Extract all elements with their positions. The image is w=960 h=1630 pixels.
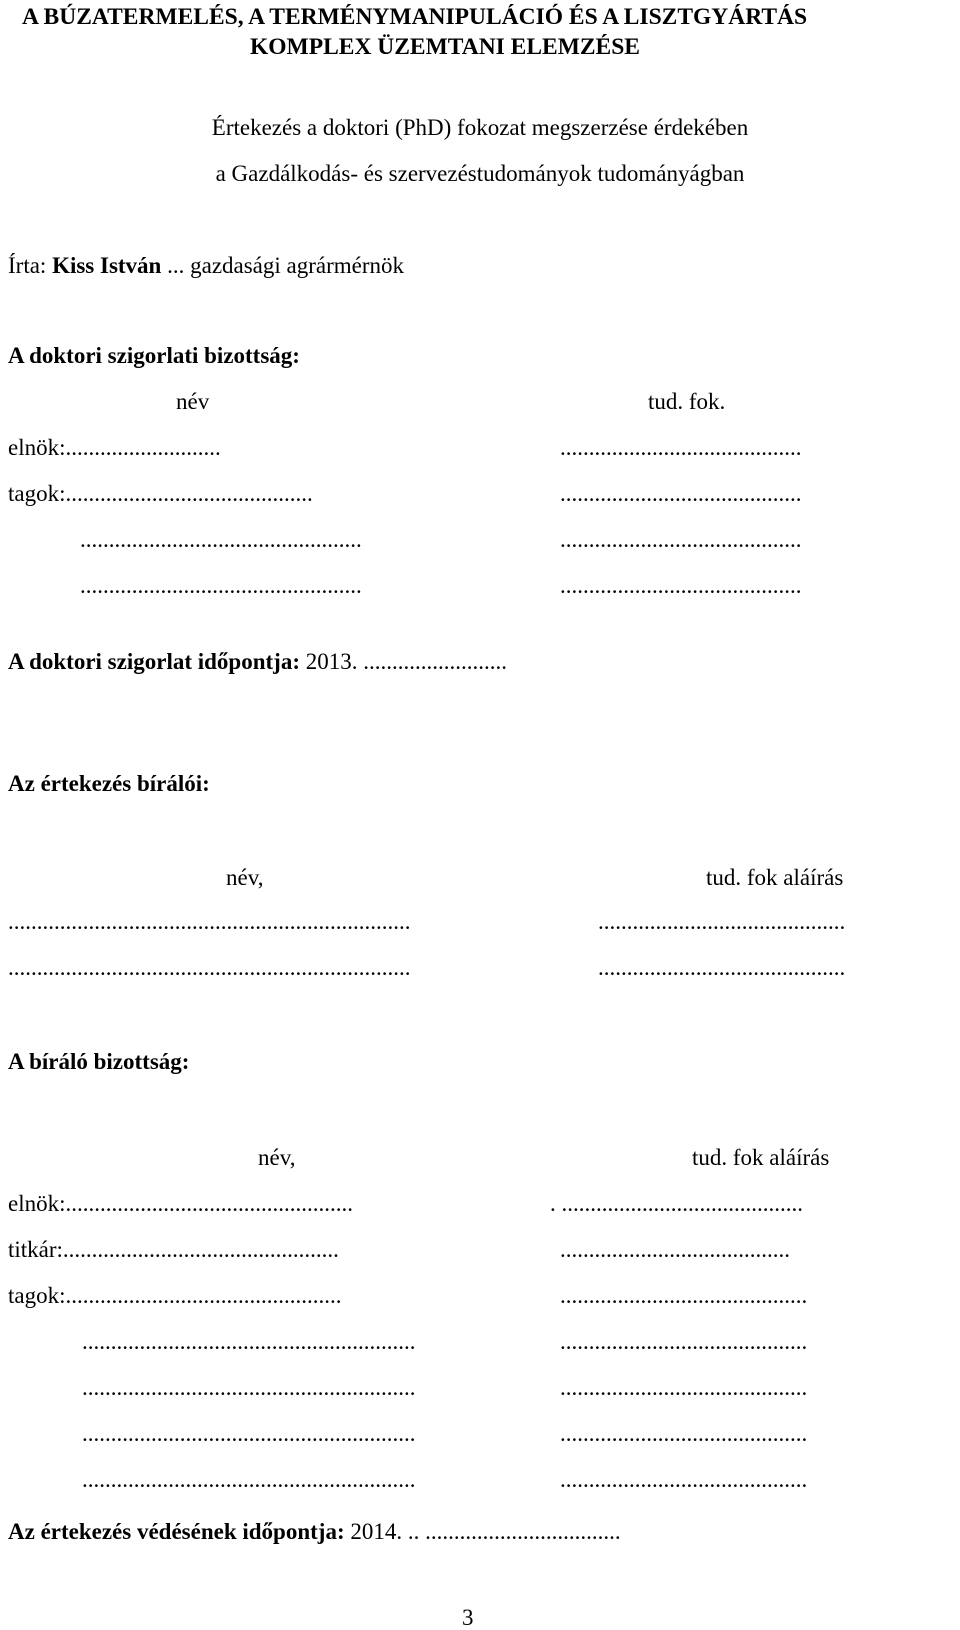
review-committee-col-name: név,	[258, 1145, 296, 1170]
review-committee-blank-name-4: ..........................................................	[82, 1467, 416, 1492]
review-committee-blank-degree-1: ...........................................	[560, 1329, 808, 1354]
review-committee-members-name: tagok:................................................	[8, 1283, 342, 1308]
reviewers-col-name: név,	[226, 865, 264, 890]
reviewer-1-name: ......................................................................	[8, 909, 411, 934]
reviewers-heading: Az értekezés bírálói:	[8, 771, 210, 796]
exam-committee-col-degree: tud. fok.	[648, 389, 726, 414]
exam-committee-members-degree: ..........................................	[560, 481, 802, 506]
reviewer-1-degree: ...........................................	[598, 909, 846, 934]
reviewers-col-degree: tud. fok aláírás	[706, 865, 844, 890]
subtitle-line-2: a Gazdálkodás- és szervezéstudományok tudományágban	[215, 161, 745, 186]
defense-date-label: Az értekezés védésének időpontja:	[8, 1519, 345, 1544]
review-committee-chair-degree: . ..........................................	[550, 1191, 803, 1216]
exam-committee-blank-degree-1: ..........................................	[560, 527, 802, 552]
review-committee-col-degree: tud. fok aláírás	[692, 1145, 830, 1170]
exam-committee-blank-name-1: .................................................	[80, 527, 362, 552]
exam-committee-heading: A doktori szigorlati bizottság:	[8, 343, 300, 368]
exam-committee-blank-degree-2: ..........................................	[560, 573, 802, 598]
defense-date-value: 2014. .. ..................................	[344, 1519, 621, 1544]
subtitle-line-1: Értekezés a doktori (PhD) fokozat megszerzése érdekében	[211, 115, 749, 140]
review-committee-blank-degree-4: ...........................................	[560, 1467, 808, 1492]
page-number: 3	[462, 1605, 474, 1630]
author-name: Kiss István	[52, 253, 162, 278]
reviewer-2-degree: ...........................................	[598, 955, 846, 980]
defense-date-line	[8, 1520, 621, 1543]
document-title-line-1: A BÚZATERMELÉS, A TERMÉNYMANIPULÁCIÓ ÉS A LISZTGYÁRTÁS	[22, 4, 808, 30]
review-committee-members-degree: ...........................................	[560, 1283, 808, 1308]
exam-committee-members-name: tagok:...........................................	[8, 481, 313, 506]
review-committee-blank-degree-3: ...........................................	[560, 1421, 808, 1446]
exam-committee-chair-name: elnök:...........................	[8, 435, 221, 460]
author-suffix: ... gazdasági agrármérnök	[161, 253, 405, 278]
reviewer-2-name: ......................................................................	[8, 955, 411, 980]
review-committee-blank-name-3: ..........................................................	[82, 1421, 416, 1446]
review-committee-heading: A bíráló bizottság:	[8, 1049, 190, 1074]
exam-committee-col-name: név	[176, 389, 210, 414]
review-committee-secretary-degree: ........................................	[560, 1237, 790, 1262]
document-title-line-2: KOMPLEX ÜZEMTANI ELEMZÉSE	[250, 34, 640, 60]
exam-date-label: A doktori szigorlat időpontja:	[8, 649, 300, 674]
author-prefix: Írta:	[8, 253, 53, 278]
exam-date-value: 2013. .........................	[299, 649, 507, 674]
author-line	[8, 254, 404, 277]
review-committee-chair-name: elnök:..................................................	[8, 1191, 353, 1216]
exam-committee-blank-name-2: .................................................	[80, 573, 362, 598]
exam-committee-chair-degree: ..........................................	[560, 435, 802, 460]
exam-date-line	[8, 650, 507, 673]
review-committee-blank-degree-2: ...........................................	[560, 1375, 808, 1400]
review-committee-secretary-name: titkár:................................................	[8, 1237, 339, 1262]
review-committee-blank-name-2: ..........................................................	[82, 1375, 416, 1400]
review-committee-blank-name-1: ..........................................................	[82, 1329, 416, 1354]
